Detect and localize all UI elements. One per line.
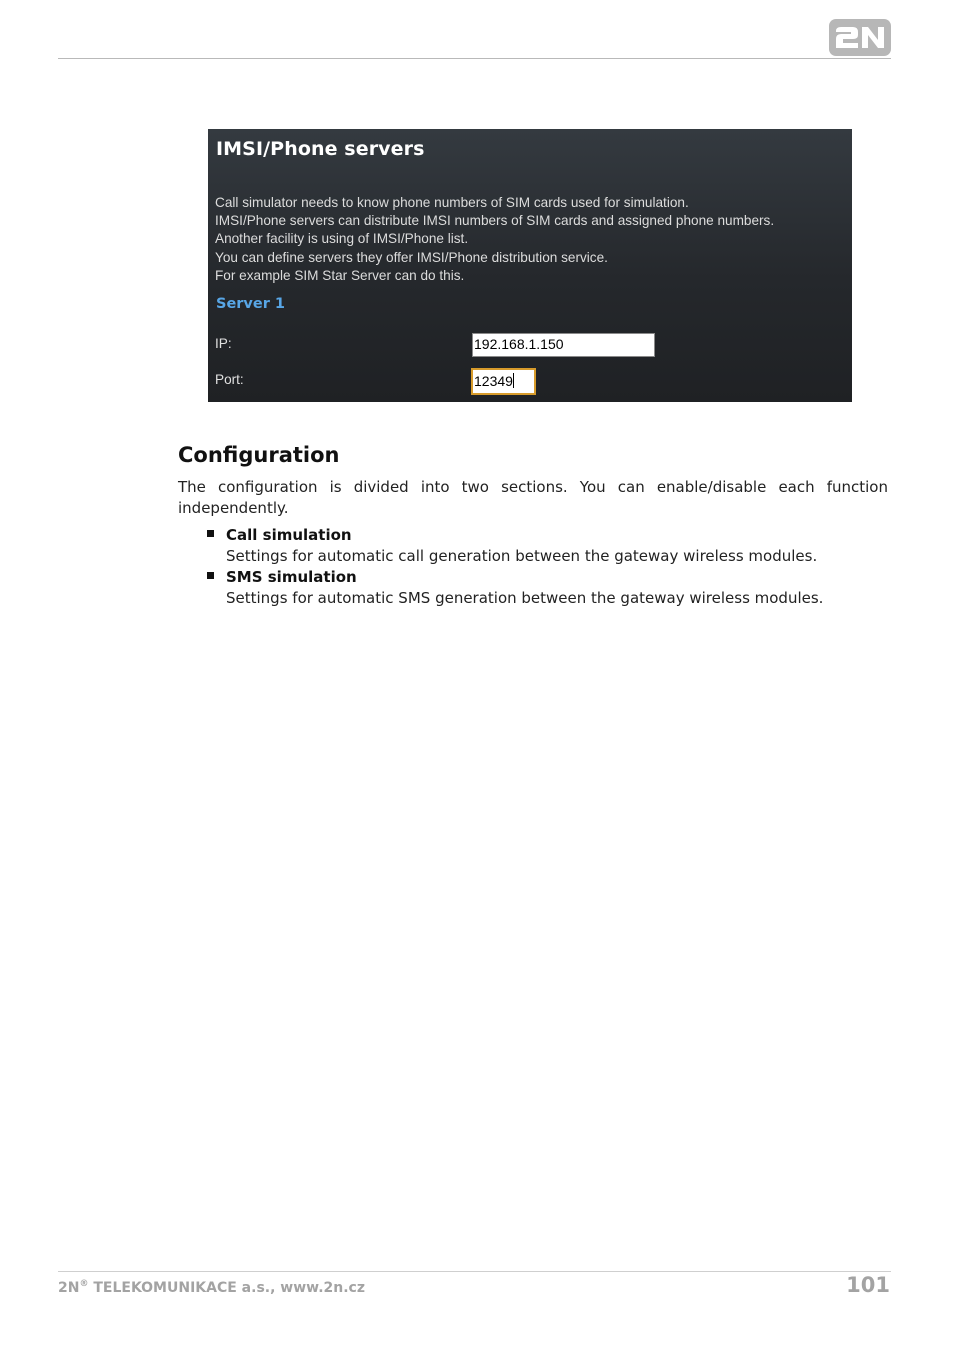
- description-line: Call simulator needs to know phone numbers of SIM cards used for simulation.: [215, 195, 689, 210]
- company-prefix: 2N: [58, 1280, 80, 1296]
- text-caret: [513, 373, 514, 388]
- list-item: [178, 567, 888, 609]
- panel-description: [215, 194, 774, 285]
- description-line: Another facility is using of IMSI/Phone list.: [215, 231, 469, 247]
- registered-mark: ®: [79, 1279, 89, 1289]
- description-line: IMSI/Phone servers can distribute IMSI numbers of SIM cards and assigned phone numbers.: [215, 213, 775, 229]
- footer-rule: [58, 1271, 891, 1272]
- company-rest: TELEKOMUNIKACE a.s., www.2n.cz: [88, 1280, 365, 1296]
- port-value: 12349: [474, 373, 513, 389]
- bullet-square-icon: [207, 530, 214, 537]
- server-heading: Server 1: [216, 296, 286, 312]
- imsi-phone-servers-panel: [208, 129, 852, 402]
- bullet-text: Settings for automatic call generation between the gateway wireless modules.: [226, 547, 818, 565]
- page-number: 101: [846, 1273, 890, 1297]
- bullet-title: Call simulation: [226, 526, 352, 544]
- description-line: You can define servers they offer IMSI/Phone distribution service.: [215, 249, 608, 265]
- port-label: Port:: [215, 372, 244, 387]
- description-line: For example SIM Star Server can do this.: [215, 267, 465, 283]
- port-input[interactable]: [471, 368, 536, 395]
- 2n-logo: [829, 19, 891, 56]
- ip-input[interactable]: [472, 333, 655, 357]
- list-item: [178, 525, 888, 567]
- footer-company: [58, 1279, 365, 1296]
- ip-label: IP:: [215, 336, 232, 351]
- bullet-title: SMS simulation: [226, 568, 357, 586]
- bullet-list: [178, 525, 888, 609]
- intro-paragraph: [178, 477, 888, 519]
- section-heading: Configuration: [178, 443, 340, 467]
- header-rule: [58, 58, 891, 59]
- intro-line: The configuration is divided into two sections. You can enable/disable each function: [178, 478, 888, 496]
- bullet-square-icon: [207, 572, 214, 579]
- ip-value: 192.168.1.150: [474, 336, 564, 352]
- bullet-text: Settings for automatic SMS generation between the gateway wireless modules.: [226, 589, 824, 607]
- panel-title: IMSI/Phone servers: [216, 138, 425, 160]
- intro-line: independently.: [178, 499, 289, 517]
